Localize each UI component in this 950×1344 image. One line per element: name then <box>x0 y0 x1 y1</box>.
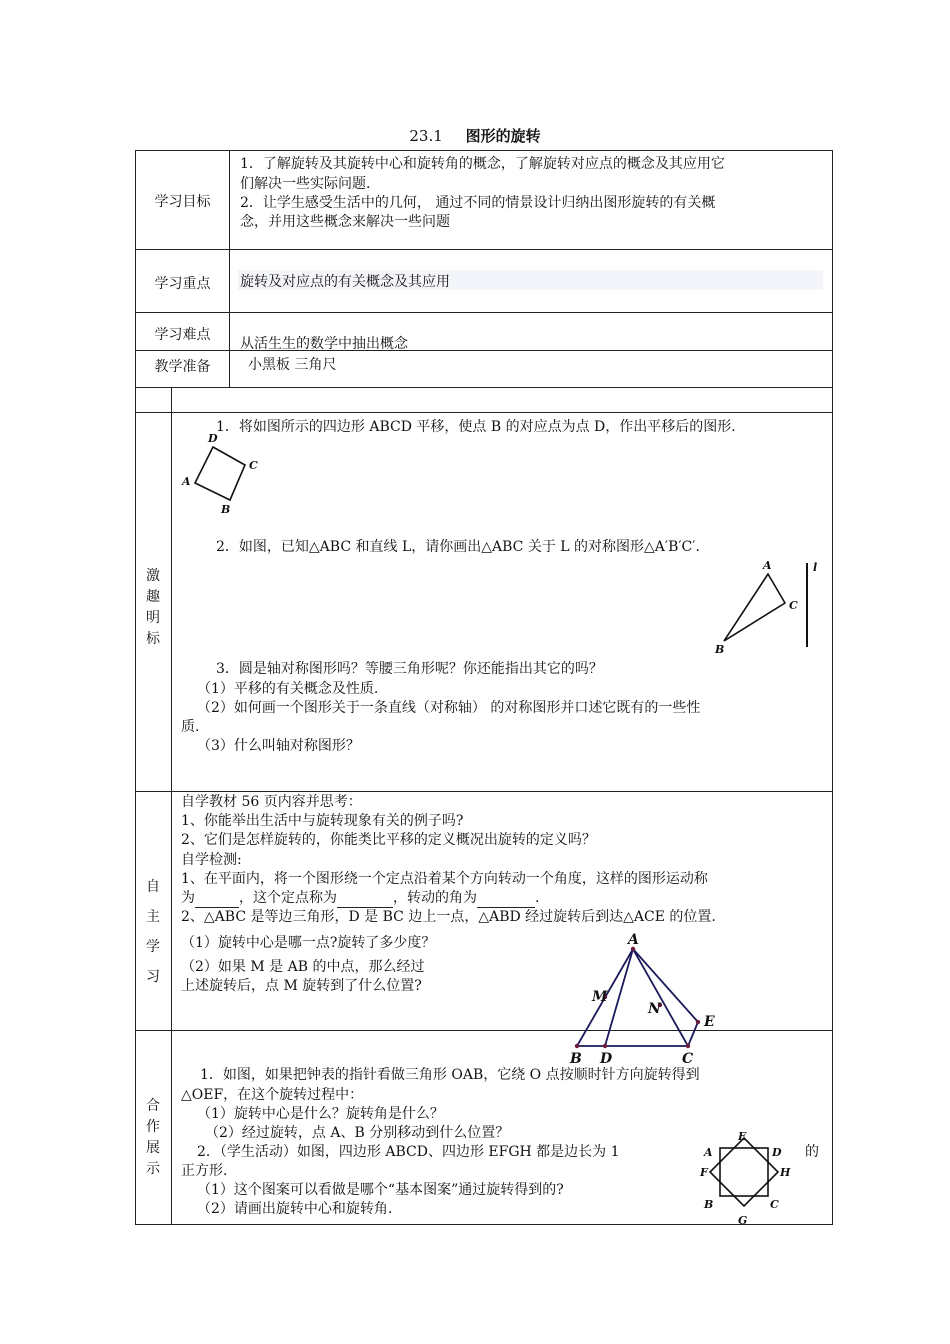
goal-line-2: 们解决一些实际问题. <box>240 176 371 192</box>
s3-line-8: （2）请画出旋转中心和旋转角. <box>197 1201 393 1217</box>
goal-label: 学习目标 <box>154 194 211 210</box>
fig4-label-h: H <box>780 1166 791 1179</box>
fig4-label-c: C <box>770 1198 779 1211</box>
fig1-label-d: D <box>208 432 218 445</box>
quadrilateral-abcd <box>195 447 245 500</box>
s2-line-10: 上述旋转后，点 M 旋转到了什么位置? <box>181 978 422 994</box>
goal-line-1: 1．了解旋转及其旋转中心和旋转角的概念，了解旋转对应点的概念及其应用它 <box>240 156 725 172</box>
section1-label <box>143 566 163 650</box>
triangle-line-figure <box>705 555 825 660</box>
section2-label-char: 习 <box>146 969 160 985</box>
s2-line-9: （2）如果 M 是 AB 的中点，那么经过 <box>181 959 425 975</box>
goal-line-4: 念，并用这些概念来解决一些问题 <box>240 214 450 230</box>
fig1-label-b: B <box>221 503 231 516</box>
two-squares-figure <box>700 1130 800 1230</box>
s2-line-5: 1、在平面内，将一个图形绕一个定点沿着某个方向转动一个角度，这样的图形运动称 <box>181 871 708 887</box>
table-border-right <box>832 150 833 1225</box>
fig4-label-f: F <box>700 1166 708 1179</box>
s1-question-1: 1．将如图所示的四边形 ABCD 平移，使点 B 的对应点为点 D，作出平移后的图形. <box>216 419 736 435</box>
fig1-label-c: C <box>249 459 258 472</box>
s2-line-1: 自学教材 56 页内容并思考： <box>181 794 362 810</box>
row-divider <box>135 312 833 313</box>
s3-line-4: （2）经过旋转，点 A、B 分别移动到什么位置？ <box>205 1125 510 1141</box>
fig3-label-b: B <box>570 1051 582 1067</box>
column-divider <box>229 150 230 387</box>
s1-point-2a: （2）如何画一个图形关于一条直线（对称轴） 的对称图形并口述它既有的一些性 <box>197 700 701 716</box>
triangle-abc <box>724 574 785 641</box>
prep-text: 小黑板 三角尺 <box>248 357 337 373</box>
segment-ae <box>633 949 698 1022</box>
s2-line-3: 2、它们是怎样旋转的，你能类比平移的定义概况出旋转的定义吗？ <box>181 832 596 848</box>
section3-label <box>143 1096 163 1180</box>
s1-question-2: 2．如图，已知△ABC 和直线 L，请你画出△ABC 关于 L 的对称图形△A′B′C′. <box>216 539 700 555</box>
section1-label-char: 标 <box>146 631 160 647</box>
s3-line-1: 1．如图，如果把钟表的指针看做三角形 OAB，它绕 O 点按顺时针方向旋转得到 <box>200 1067 700 1083</box>
s2-line-2: 1、你能举出生活中与旋转现象有关的例子吗? <box>181 813 464 829</box>
fig4-label-a: A <box>704 1146 713 1159</box>
answer-blank[interactable] <box>337 893 393 908</box>
page-title <box>0 125 950 146</box>
fig2-label-b: B <box>715 643 725 656</box>
s3-line-7: （1）这个图案可以看做是哪个“基本图案”通过旋转得到的? <box>197 1182 564 1198</box>
fig3-label-n: N <box>648 1001 661 1017</box>
fig2-label-c: C <box>789 599 798 612</box>
section3-label-char: 展 <box>146 1140 160 1156</box>
key-text: 旋转及对应点的有关概念及其应用 <box>240 274 450 290</box>
section3-label-char: 示 <box>146 1161 160 1177</box>
table-border-left <box>135 150 136 1225</box>
table-border-top <box>135 150 833 151</box>
s1-point-3: （3）什么叫轴对称图形？ <box>197 738 360 754</box>
fig3-label-d: D <box>600 1051 613 1067</box>
s1-point-1: （1）平移的有关概念及性质. <box>197 681 379 697</box>
s3-line-3: （1）旋转中心是什么？旋转角是什么？ <box>197 1106 444 1122</box>
s1-point-2b: 质. <box>181 719 200 735</box>
quadrilateral-figure <box>175 425 265 520</box>
section2-label-char: 主 <box>146 909 160 925</box>
section2-label <box>143 872 163 992</box>
section2-label-char: 自 <box>146 879 160 895</box>
s2-line-6-a: 为 <box>181 890 195 906</box>
fig3-label-a: A <box>628 932 639 948</box>
answer-blank[interactable] <box>477 893 535 908</box>
point-d <box>603 1044 607 1048</box>
fig3-label-e: E <box>704 1014 715 1030</box>
point-c <box>686 1044 690 1048</box>
section3-label-char: 作 <box>146 1119 160 1135</box>
fig1-label-a: A <box>182 475 191 488</box>
row-divider <box>135 412 833 413</box>
key-label: 学习重点 <box>154 276 211 292</box>
title-text: 图形的旋转 <box>465 127 541 145</box>
s2-line-8: （1）旋转中心是哪一点?旋转了多少度？ <box>181 935 436 951</box>
fig4-label-g: G <box>738 1214 748 1227</box>
equilateral-triangle-figure <box>560 925 730 1070</box>
s2-line-4: 自学检测: <box>181 852 242 868</box>
difficulty-text: 从活生生的数学中抽出概念 <box>240 336 408 352</box>
segment-ec <box>688 1022 698 1046</box>
s1-question-3: 3．圆是轴对称图形吗？等腰三角形呢？你还能指出其它的吗？ <box>216 661 603 677</box>
s2-line-6-d: . <box>535 890 540 906</box>
section1-label-char: 明 <box>146 610 160 626</box>
s3-line-5b: 的 <box>805 1144 819 1160</box>
fig4-label-d: D <box>772 1146 782 1159</box>
s2-line-7: 2、△ABC 是等边三角形，D 是 BC 边上一点，△ABD 经过旋转后到达△ACE 的位置. <box>181 909 716 925</box>
fig2-label-l: l <box>813 561 818 574</box>
segment-ad <box>605 949 633 1046</box>
section1-label-char: 激 <box>146 568 160 584</box>
row-divider <box>135 387 833 388</box>
section3-label-char: 合 <box>146 1098 160 1114</box>
prep-label: 教学准备 <box>154 359 211 375</box>
point-b <box>575 1044 579 1048</box>
title-number: 23.1 <box>409 127 443 145</box>
answer-blank[interactable] <box>195 893 239 908</box>
difficulty-label: 学习难点 <box>154 327 211 343</box>
fig4-label-e: E <box>738 1130 747 1143</box>
point-e <box>696 1020 700 1024</box>
section1-label-char: 趣 <box>146 589 160 605</box>
s2-line-6-c: ，转动的角为 <box>393 890 477 906</box>
goal-line-3: 2．让学生感受生活中的几何， 通过不同的情景设计归纳出图形旋转的有关概 <box>240 195 716 211</box>
section2-label-char: 学 <box>146 939 160 955</box>
s3-line-6: 正方形. <box>181 1163 228 1179</box>
fig4-label-b: B <box>704 1198 714 1211</box>
fig3-label-c: C <box>682 1051 694 1067</box>
s3-line-2: △OEF，在这个旋转过程中： <box>181 1087 364 1103</box>
fig2-label-a: A <box>763 559 772 572</box>
fig3-label-m: M <box>592 989 608 1005</box>
s2-line-6-b: ，这个定点称为 <box>239 890 337 906</box>
s2-line-6 <box>181 888 539 908</box>
column-divider <box>171 387 172 1224</box>
row-divider <box>135 249 833 250</box>
s3-line-5a: 2．（学生活动）如图，四边形 ABCD、四边形 EFGH 都是边长为 1 <box>197 1144 620 1160</box>
